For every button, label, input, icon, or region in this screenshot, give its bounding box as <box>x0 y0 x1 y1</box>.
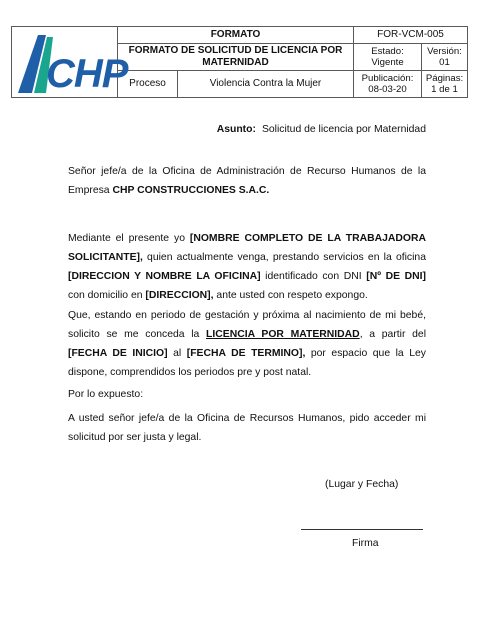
greeting-text: Señor jefe/a de la Oficina de Administración de Recurso Humanos de la Empresa <box>68 166 426 196</box>
p1-text-g: con domicilio en <box>68 290 146 301</box>
estado-cell <box>354 44 422 71</box>
publicacion-cell <box>354 71 422 98</box>
estado-value: Vigente <box>371 57 404 68</box>
signature-line <box>301 529 423 530</box>
placeholder-address: [DIRECCION], <box>145 290 214 301</box>
chp-logo-icon <box>16 27 127 97</box>
p2-text-c: , a partir del <box>359 329 426 340</box>
process-value: Violencia Contra la Mujer <box>178 71 354 98</box>
format-label: FORMATO <box>118 27 354 44</box>
p2-text-a: Que, estando en periodo de gestación y próxima al nacimiento de mi bebé, solicito se me conceda la <box>68 310 426 340</box>
paginas-label: Páginas: <box>425 72 464 84</box>
company-logo <box>12 27 127 98</box>
paginas-cell <box>422 71 468 98</box>
maternity-leave-term: LICENCIA POR MATERNIDAD <box>206 329 360 340</box>
placeholder-full-name: [NOMBRE COMPLETO DE LA TRABAJADORA SOLICITANTE], <box>68 233 426 263</box>
placeholder-start-date: [FECHA DE INICIO] <box>68 348 168 359</box>
p1-text-e: identificado con DNI <box>260 271 367 282</box>
doc-title: FORMATO DE SOLICITUD DE LICENCIA POR MATERNIDAD <box>118 44 354 71</box>
version-label: Versión: <box>427 45 462 57</box>
greeting-paragraph <box>68 162 426 200</box>
paginas-value: 1 de 1 <box>431 84 458 95</box>
paragraph-3: Por lo expuesto: <box>68 389 144 400</box>
subject-label: Asunto: <box>216 124 256 135</box>
version-value: 01 <box>439 57 450 68</box>
placeholder-end-date: [FECHA DE TERMINO], <box>186 348 306 359</box>
paragraph-1 <box>68 229 426 305</box>
p1-text-i: ante usted con respeto expongo. <box>213 290 368 301</box>
header-table <box>11 26 468 98</box>
subject-text: Solicitud de licencia por Maternidad <box>261 124 426 135</box>
estado-label: Estado: <box>371 45 404 57</box>
company-name: CHP CONSTRUCCIONES S.A.C. <box>112 185 270 196</box>
publicacion-label: Publicación: <box>361 72 414 84</box>
p1-text-a: Mediante el presente yo <box>68 233 190 244</box>
placeholder-dni: [Nº DE DNI] <box>366 271 426 282</box>
placeholder-office: [DIRECCION Y NOMBRE LA OFICINA] <box>68 271 261 282</box>
p1-text-c: quien actualmente venga, prestando servicios en la oficina <box>142 252 426 263</box>
p2-text-g: por espacio que la Ley dispone, comprendidos los periodos pre y post natal. <box>68 348 426 378</box>
version-cell <box>422 44 468 71</box>
publicacion-value: 08-03-20 <box>368 84 407 95</box>
p2-text-e: al <box>167 348 187 359</box>
subject-line <box>217 124 426 135</box>
logo-text: CHP <box>45 52 127 96</box>
signature-label: Firma <box>352 538 379 549</box>
process-label: Proceso <box>118 71 178 98</box>
paragraph-4: A usted señor jefe/a de la Oficina de Recursos Humanos, pido acceder mi solicitud por ser justa y legal. <box>68 413 426 443</box>
doc-code: FOR-VCM-005 <box>354 27 468 44</box>
place-date: (Lugar y Fecha) <box>325 479 399 490</box>
paragraph-2 <box>68 306 426 382</box>
